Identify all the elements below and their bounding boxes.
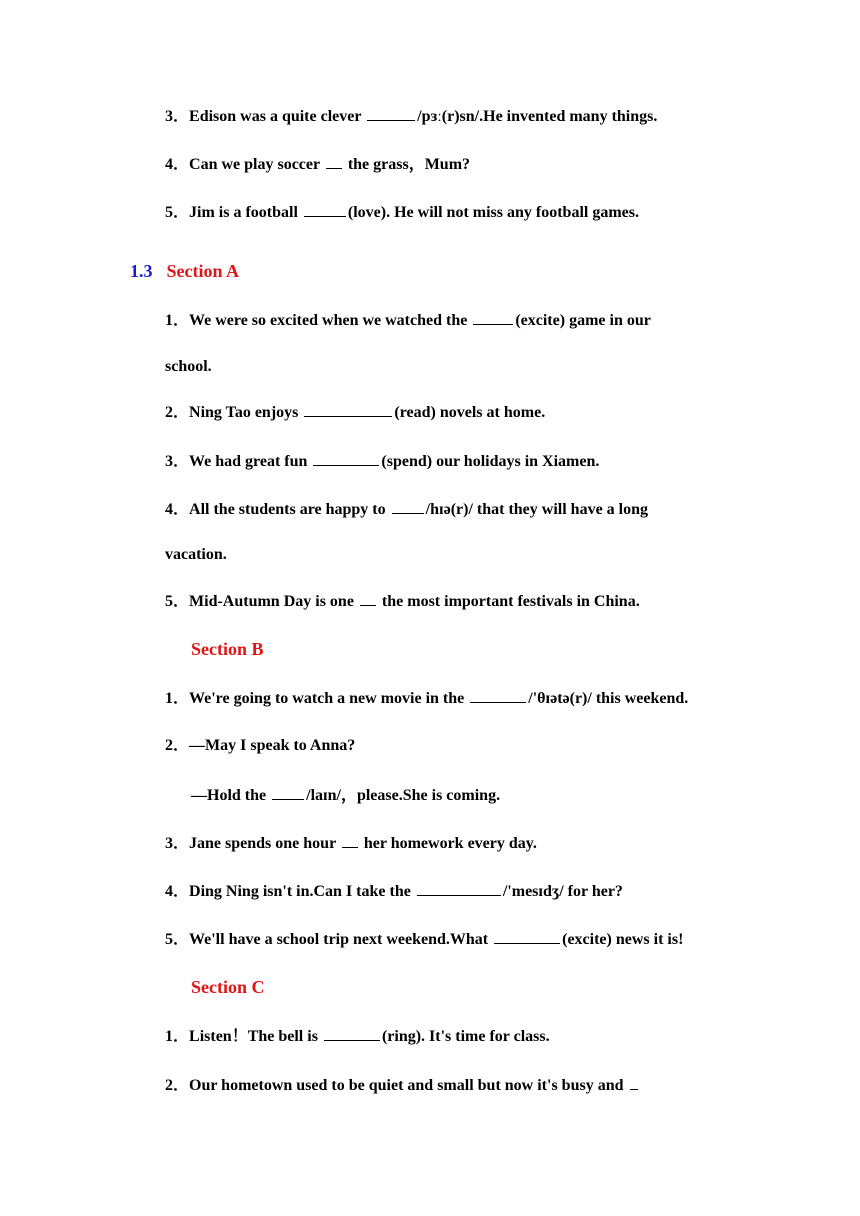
question-c-1 [165,1026,550,1047]
question-b-3 [165,833,537,854]
question-text: All the students are happy to [189,501,390,518]
question-a-4-continued: vacation. [165,546,227,563]
question-number: 2． [165,737,190,754]
question-text: Edison was a quite clever [189,108,366,125]
question-intro-5 [165,202,639,223]
question-number: 1． [165,1028,190,1045]
question-text: Ning Tao enjoys [189,404,303,421]
answer-blank[interactable] [326,154,342,169]
question-number: 3． [165,108,190,125]
question-text: Jane spends one hour [189,835,340,852]
question-c-2 [165,1075,640,1096]
question-text: (love). He will not miss any football games. [347,204,639,221]
answer-blank[interactable] [304,402,392,417]
answer-blank[interactable] [272,785,304,800]
question-text: /pɜː(r)sn/.He invented many things. [417,108,658,125]
answer-blank[interactable] [630,1075,638,1090]
question-number: 2． [165,404,190,421]
question-text: /'mesɪdʒ/ for her? [502,883,623,900]
question-b-1 [165,688,688,709]
question-a-4 [165,499,648,520]
question-b-5 [165,929,683,950]
question-text: Can we play soccer [189,156,324,173]
question-number: 3． [165,835,190,852]
question-text: /'θɪətə(r)/ this weekend. [528,690,689,707]
question-a-2 [165,402,545,423]
question-text: We're going to watch a new movie in the [189,690,469,707]
question-text: Mid-Autumn Day is one [189,593,358,610]
question-text: Ding Ning isn't in.Can I take the [189,883,415,900]
section-b-heading: Section B [191,639,264,659]
answer-blank[interactable] [360,591,376,606]
answer-blank[interactable] [470,688,526,703]
answer-blank[interactable] [417,881,501,896]
question-text: (read) novels at home. [394,404,546,421]
question-text: Listen！The bell is [189,1028,322,1045]
section-c-heading: Section C [191,977,265,997]
answer-blank[interactable] [313,451,379,466]
question-b-2 [165,736,355,756]
question-b-4 [165,881,623,902]
question-a-1-continued: school. [165,358,212,375]
answer-blank[interactable] [494,929,560,944]
question-text: —Hold the [191,787,271,804]
question-text: (ring). It's time for class. [381,1028,550,1045]
answer-blank[interactable] [324,1026,380,1041]
question-number: 2． [165,1077,190,1094]
section-title: Section A [166,261,240,281]
section-a-heading [130,261,239,282]
question-text: We'll have a school trip next weekend.What [189,931,493,948]
question-a-5 [165,591,640,612]
answer-blank[interactable] [473,310,513,325]
answer-blank[interactable] [392,499,424,514]
question-intro-4 [165,154,470,175]
question-number: 1． [165,312,190,329]
question-number: 4． [165,501,190,518]
question-number: 5． [165,593,190,610]
section-number: 1.3 [130,261,153,281]
question-number: 4． [165,156,190,173]
question-number: 3． [165,453,190,470]
question-text: (spend) our holidays in Xiamen. [381,453,600,470]
question-number: 5． [165,931,190,948]
question-text: Our hometown used to be quiet and small but now it's busy and [189,1077,628,1094]
question-text: her homework every day. [359,835,537,852]
question-text: (excite) game in our [515,312,651,329]
question-text: (excite) news it is! [562,931,684,948]
question-text: /laɪn/，please.She is coming. [306,787,501,804]
answer-blank[interactable] [304,202,346,217]
question-intro-3 [165,106,657,127]
answer-blank[interactable] [342,833,358,848]
question-text: We had great fun [189,453,312,470]
question-text: Jim is a football [189,204,302,221]
question-a-1 [165,310,651,331]
question-number: 4． [165,883,190,900]
question-b-2-reply [191,785,500,806]
question-number: 5． [165,204,190,221]
question-text: /hɪə(r)/ that they will have a long [425,501,649,518]
question-text: We were so excited when we watched the [189,312,472,329]
answer-blank[interactable] [367,106,415,121]
question-text: —May I speak to Anna? [189,737,356,754]
question-a-3 [165,451,599,472]
question-text: the grass，Mum? [343,156,471,173]
question-text: the most important festivals in China. [377,593,640,610]
question-number: 1． [165,690,190,707]
